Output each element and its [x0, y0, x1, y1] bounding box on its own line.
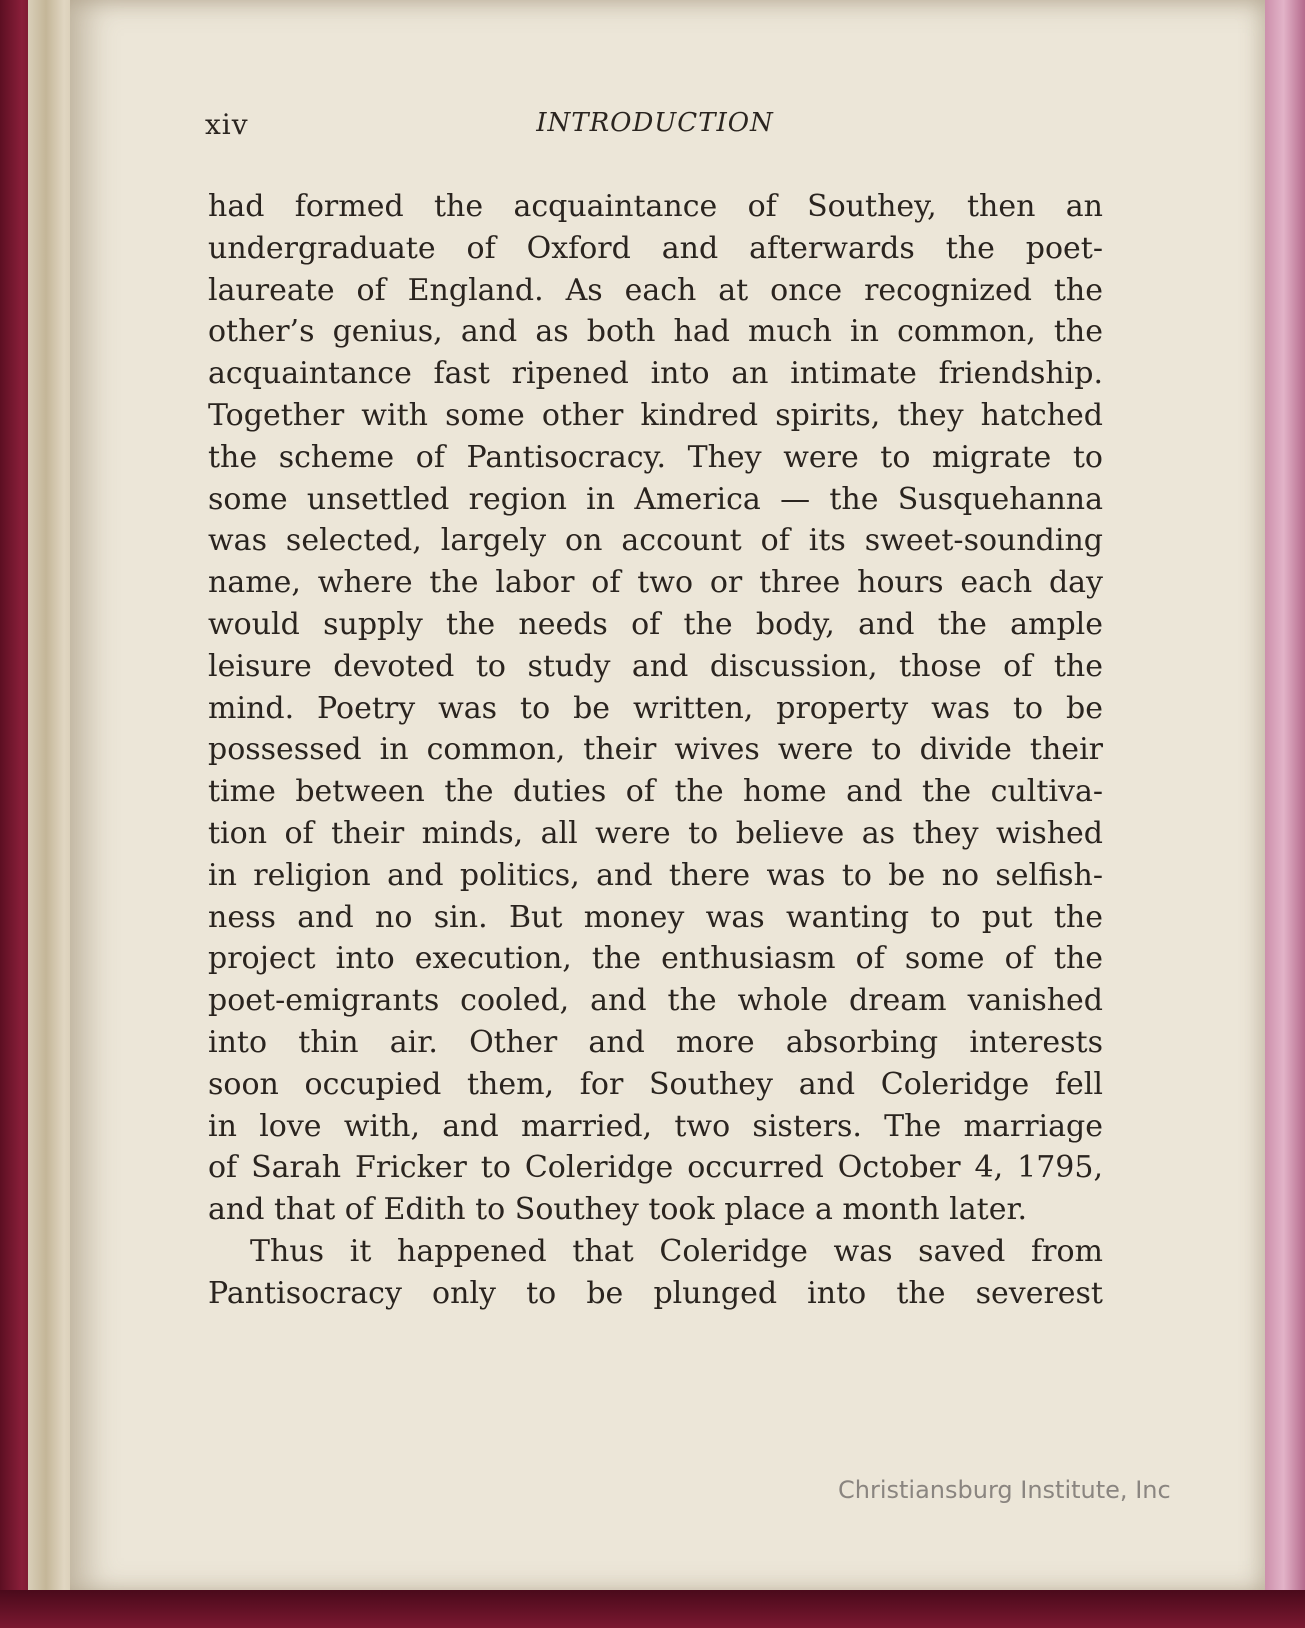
text-line: Thus it happened that Coleridge was saved from: [250, 1233, 1103, 1269]
watermark: Christiansburg Institute, Inc: [838, 1476, 1171, 1504]
text-line: some unsettled region in America — the Susquehanna: [208, 481, 1103, 517]
text-line: project into execution, the enthusiasm of some of the: [208, 941, 1103, 977]
body-text: [208, 186, 1103, 1315]
text-line: in religion and politics, and there was to be no selfish-: [208, 857, 1103, 893]
text-line: time between the duties of the home and the cultiva-: [208, 774, 1103, 810]
text-line: into thin air. Other and more absorbing interests: [208, 1024, 1103, 1060]
book-cover-bottom: [0, 1590, 1305, 1628]
text-line: Together with some other kindred spirits, they hatched: [208, 397, 1103, 433]
text-line: Pantisocracy only to be plunged into the severest: [208, 1275, 1103, 1311]
book-cover-right: [1262, 0, 1305, 1628]
text-line: acquaintance fast ripened into an intimate friendship.: [208, 356, 1103, 392]
text-line: undergraduate of Oxford and afterwards the poet-: [208, 230, 1103, 266]
running-title: INTRODUCTION: [536, 108, 774, 138]
text-line: in love with, and married, two sisters. The marriage: [208, 1108, 1103, 1144]
text-line: possessed in common, their wives were to divide their: [208, 732, 1103, 768]
text-line: laureate of England. As each at once recognized the: [208, 272, 1103, 308]
text-line: had formed the acquaintance of Southey, then an: [208, 189, 1103, 224]
text-line: would supply the needs of the body, and the ample: [208, 606, 1103, 642]
text-line: the scheme of Pantisocracy. They were to migrate to: [208, 439, 1103, 475]
page-number: xiv: [205, 108, 249, 141]
page-header: [205, 108, 1100, 148]
text-line: soon occupied them, for Southey and Coleridge fell: [208, 1066, 1103, 1102]
text-line: poet-emigrants cooled, and the whole dream vanished: [208, 983, 1103, 1019]
text-line: other’s genius, and as both had much in common, the: [208, 314, 1103, 350]
text-line: ness and no sin. But money was wanting to put the: [208, 899, 1103, 935]
text-line: tion of their minds, all were to believe as they wished: [208, 815, 1103, 851]
text-line: of Sarah Fricker to Coleridge occurred October 4, 1795,: [208, 1150, 1103, 1186]
text-line: mind. Poetry was to be written, property was to be: [208, 690, 1103, 726]
text-line: leisure devoted to study and discussion, those of the: [208, 648, 1103, 684]
text-line: and that of Edith to Southey took place a month later.: [208, 1192, 1028, 1228]
text-line: was selected, largely on account of its sweet-sounding: [208, 523, 1103, 559]
text-line: name, where the labor of two or three hours each day: [208, 565, 1103, 601]
